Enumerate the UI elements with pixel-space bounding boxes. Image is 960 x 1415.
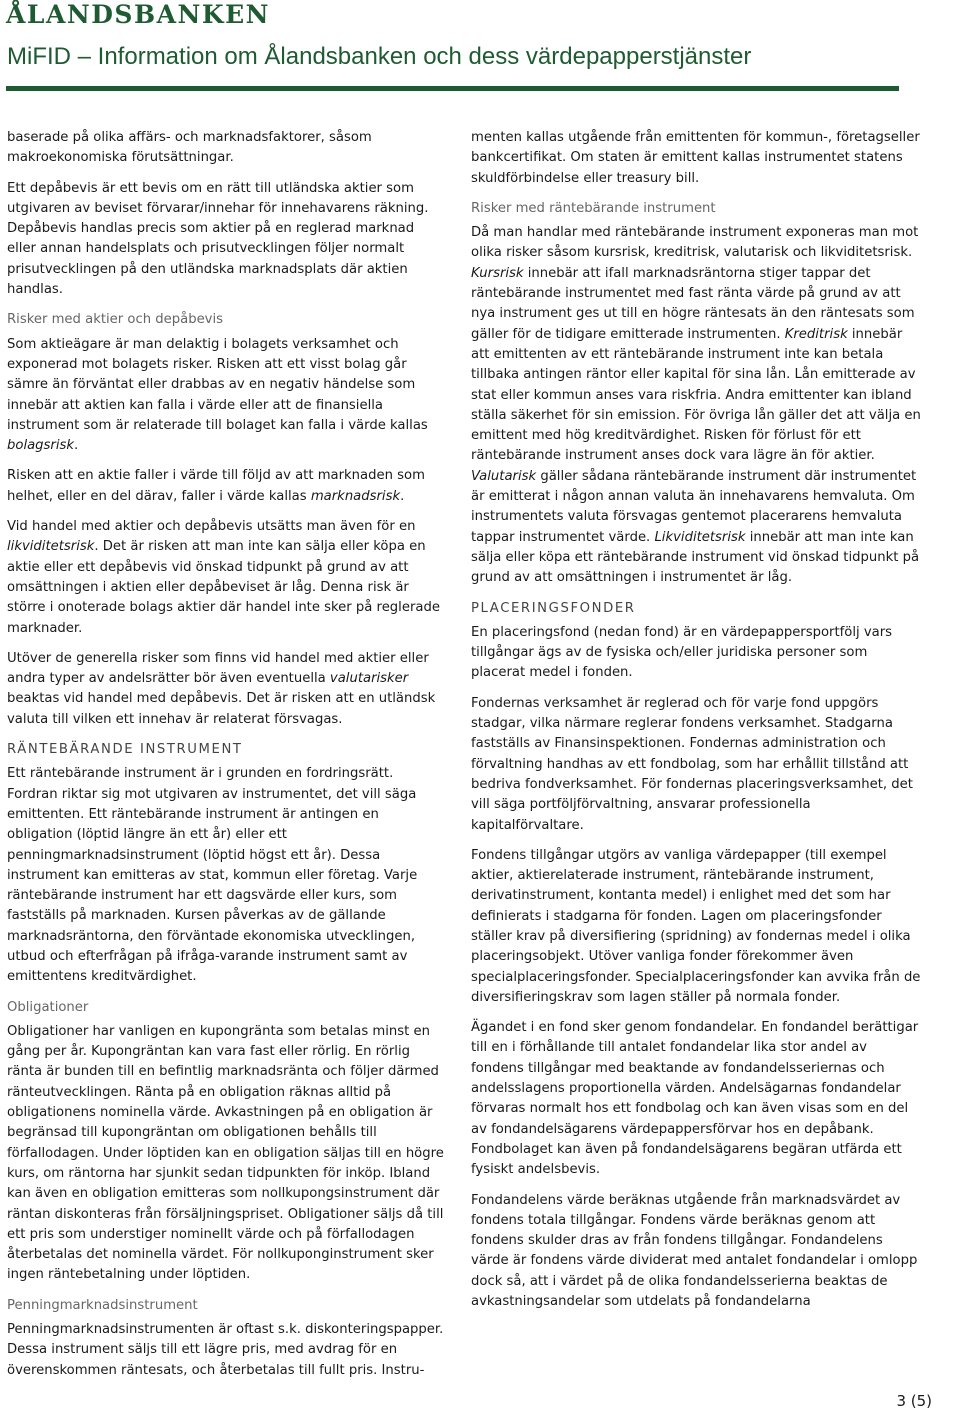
term-likviditetsrisk: likviditetsrisk bbox=[7, 539, 95, 555]
paragraph-likviditetsrisk: Vid handel med aktier och depåbevis utsätts man även för en likviditetsrisk. Det är risken att man inte kan sälja eller köpa en aktie eller ett depåbevis vid önskad tidpunkt på grund av att omsättningen i aktien eller depåbeviset är låg. Denna risk är större i onoterade bolags aktier där handel inte sker på reglerade marknader. bbox=[7, 519, 440, 636]
subheading-risk-rantebarande: Risker med räntebärande instrument bbox=[471, 200, 716, 216]
subheading-obligationer: Obligationer bbox=[7, 999, 89, 1015]
paragraph-certifikat: menten kallas utgående från emittenten för kommun-, företagseller bankcertifikat. Om staten är emittent kallas instrumentet statens skuldförbindelse eller treasury bill. bbox=[471, 130, 920, 186]
paragraph-fond-verksamhet: Fondernas verksamhet är reglerad och för varje fond uppgörs stadgar, vilka närmare reglerar fondens verksamhet. Stadgarna fastställs av Finansinspektionen. Fondernas administration och förvaltning handhas av ett fondbolag, som har erhållit tillstånd att bedriva fondverksamhet. För fondernas placeringsverksamhet, det vill säga portföljförvaltning, ansvarar professionella kapitalförvaltare. bbox=[471, 695, 913, 833]
paragraph-obligationer: Obligationer har vanligen en kupongränta som betalas minst en gång per år. Kupongräntan kan vara fast eller rörlig. En rörlig ränta är bunden till en befintlig marknadsränta och följer därmed ränteutvecklingen. Ränta på en obligation räknas alltid på obligationens nominella värde. Avkastningen på en obligation är begränsad till kupongräntan om obligationen behålls till förfallodagen. Under löptiden kan en obligation säljas till en högre kurs, om räntorna har sjunkit sedan tidpunkten för inköp. Ibland kan även en obligation emitteras som nollkupongsinstrument där räntan diskonteras från försäljningspriset. Obligationer säljs då till ett pris som understiger nominellt värde och på förfallodagen återbetalas det nominella värdet. För nollkuponginstrument sker ingen räntebetalning under löptiden. bbox=[7, 1023, 444, 1283]
subheading-risk-aktier: Risker med aktier och depåbevis bbox=[7, 312, 224, 328]
paragraph-fondandel-varde: Fondandelens värde beräknas utgående från marknadsvärdet av fondens totala tillgångar. Fondens värde beräknas genom att fondens skulder dras av från fondens tillgångar. Fondandelens värde är fondens värde dividerat med antalet fondandelar i omlopp dock så, att i värdet på de olika fondandelsserierna beaktas de avkastningsandelar som utdelats på fondandelarna bbox=[471, 1192, 918, 1310]
paragraph-intro-continued: baserade på olika affärs- och marknadsfaktorer, såsom makroekonomiska förutsättningar. bbox=[7, 130, 372, 166]
header-divider bbox=[6, 86, 899, 91]
paragraph-rantebarande: Ett räntebärande instrument är i grunden en fordringsrätt. Fordran riktar sig mot utgivaren av instrumentet, det vill säga emittenten. Ett räntebärande instrument är antingen en obligation (löptid längre än ett år) eller ett penningmarknadsinstrument (löptid högst ett år). Dessa instrument kan emitteras av stat, kommun eller företag. Varje räntebärande instrument har ett dagsvärde eller kurs, som fastställs på marknaden. Kursen påverkas av de gällande marknadsräntorna, den förväntade ekonomiska utvecklingen, utbud och efterfrågan på ifråga-varande instrument samt av emittentens kreditvärdighet. bbox=[7, 766, 418, 985]
paragraph-fondandelar: Ägandet i en fond sker genom fondandelar. En fondandel berättigar till en i förhållande till antalet fondandelar lika stor andel av fondens tillgångar med beaktande av fondandelsseriernas och andelsslagens proportionella värden. Andelsägarnas fondandelar förvaras normalt hos ett fondbolag och kan även visas som en del av fondandelsägarens värdepappersförvar hos en depåbank. Fondbolaget kan även på fondandelsägarens begäran utfärda ett fysiskt andelsbevis. bbox=[471, 1020, 919, 1178]
term-marknadsrisk: marknadsrisk bbox=[310, 488, 401, 504]
paragraph-bolagsrisk: Som aktieägare är man delaktig i bolagets verksamhet och exponerad mot bolagets risker. Risken att ett visst bolag går sämre än förväntat eller drabbas av en negativ händelse som innebär att aktien kan falla i värde eller att de finansiella instrument som är relaterade till bolaget kan falla i värde kallas bolagsrisk. bbox=[7, 336, 428, 454]
paragraph-fond-definition: En placeringsfond (nedan fond) är en värdepappersportfölj vars tillgångar ägs av de fysiska och/eller juridiska personer som placerat medel i fonden. bbox=[471, 624, 893, 681]
left-column bbox=[7, 128, 447, 1391]
paragraph-penningmarknad: Penningmarknadsinstrumenten är oftast s.k. diskonteringspapper. Dessa instrument säljs till ett lägre pris, med avdrag för en överenskommen räntesats, och återbetalas till fullt pris. Instru- bbox=[7, 1322, 444, 1378]
term-likviditetsrisk-2: Likviditetsrisk bbox=[654, 529, 746, 545]
paragraph-depabevis: Ett depåbevis är ett bevis om en rätt till utländska aktier som utgivaren av beviset förvarar/innehar för innehavarens räkning. Depåbevis handlas precis som aktier på en reglerad marknad eller annan handelsplats och prisutvecklingen följer normalt prisutvecklingen på den utländska marknadsplats där aktien handlas. bbox=[7, 180, 429, 298]
paragraph-marknadsrisk: Risken att en aktie faller i värde till följd av att marknaden som helhet, eller en del därav, faller i värde kallas marknadsrisk. bbox=[7, 468, 425, 504]
term-kreditrisk: Kreditrisk bbox=[784, 326, 848, 342]
paragraph-valutarisk: Utöver de generella risker som finns vid handel med aktier eller andra typer av andelsrätter bör även eventuella valutarisker beaktas vid handel med depåbevis. Det är risken att en utländsk valuta till vilken ett innehav är relaterat försvagas. bbox=[7, 650, 436, 727]
right-column bbox=[471, 128, 923, 1322]
bank-logo: ÅLANDSBANKEN bbox=[6, 0, 270, 29]
section-heading-placeringsfonder: PLACERINGSFONDER bbox=[471, 600, 636, 616]
paragraph-fond-tillgangar: Fondens tillgångar utgörs av vanliga värdepapper (till exempel aktier, aktierelaterade instrument, räntebärande instrument, derivatinstrument, kontanta medel) i enlighet med det som har definierats i stadgarna för fonden. Lagen om placeringsfonder ställer krav på diversifiering (spridning) av fondernas medel i olika placeringsobjekt. Utöver vanliga fonder förekommer även specialplaceringsfonder. Specialplaceringsfonder kan avvika från de diversifieringskrav som lagen ställer på normala fonder. bbox=[471, 847, 921, 1005]
document-title: MiFID – Information om Ålandsbanken och dess värdepapperstjänster bbox=[7, 43, 752, 70]
term-valutarisker: valutarisker bbox=[329, 671, 409, 687]
page-number: 3 (5) bbox=[896, 1392, 932, 1410]
term-valutarisk: Valutarisk bbox=[471, 468, 537, 484]
section-heading-rantebarande: RÄNTEBÄRANDE INSTRUMENT bbox=[7, 742, 243, 758]
subheading-penningmarknad: Penningmarknadsinstrument bbox=[7, 1297, 198, 1313]
paragraph-risker-rantebarande: Då man handlar med räntebärande instrument exponeras man mot olika risker såsom kursrisk, kreditrisk, valutarisk och likviditetsrisk. Kursrisk innebär att ifall marknadsräntorna stiger tappar det räntebärande instrumentet med fast ränta värde på grund av att nya instrument ges ut till en högre räntesats än den räntesats som gäller för de tidigare emitterade instrumenten. Kreditrisk innebär att emittenten av ett räntebärande instrument inte kan betala tillbaka antingen räntor eller kapital för sina lån. Lån emitterade av stat eller kommun anses vara riskfria. Andra emittenter kan ibland ställa säkerhet för sin emission. För övriga lån gäller det att välja en emittent med hög kreditvärdighet. Risken för förlust för ett räntebärande instrument anses dock vara lägre än för aktier. Valutarisk gäller sådana räntebärande instrument där instrumentet är emitterat i någon annan valuta än innehavarens hemvaluta. Om instrumentets valuta försvagas gentemot placerarens hemvaluta tappar instrumentet värde. Likviditetsrisk innebär att man inte kan sälja eller köpa ett räntebärande instrument vid önskad tidpunkt på grund av att omsättningen i instrumentet är låg. bbox=[471, 225, 921, 586]
term-bolagsrisk: bolagsrisk bbox=[7, 438, 75, 454]
term-kursrisk: Kursrisk bbox=[471, 265, 524, 281]
